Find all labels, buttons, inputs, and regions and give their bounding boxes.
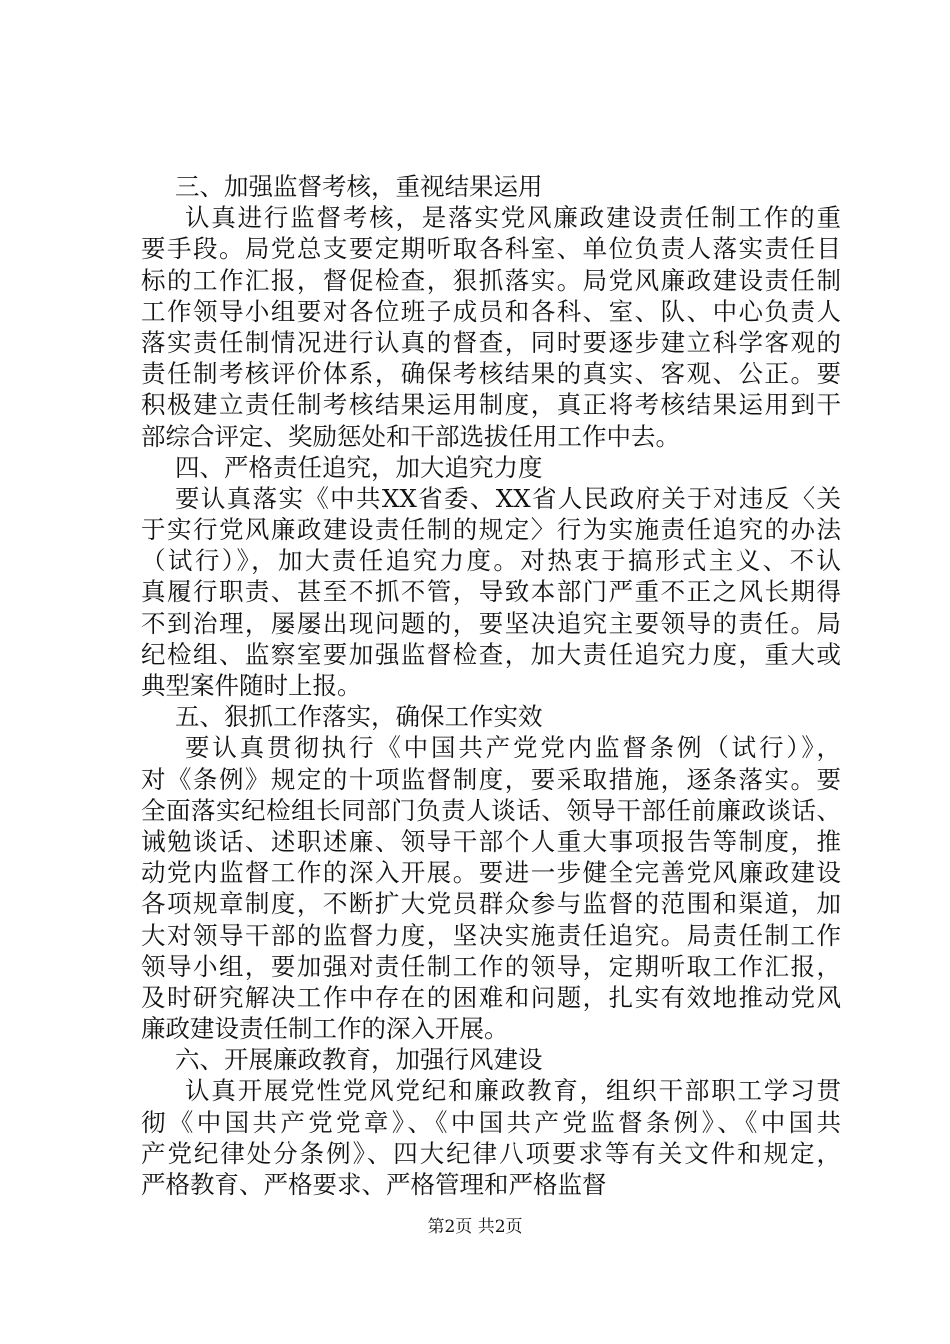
- paragraph-line: （试行）》，加大责任追究力度。对热衷于搞形式主义、不认: [141, 546, 841, 576]
- paragraph-line: 动党内监督工作的深入开展。要进一步健全完善党风廉政建设: [141, 858, 841, 888]
- paragraph-line: 诫勉谈话、述职述廉、领导干部个人重大事项报告等制度，推: [141, 826, 841, 856]
- paragraph-line: 及时研究解决工作中存在的困难和问题，扎实有效地推动党风: [141, 982, 841, 1012]
- paragraph-line: 标的工作汇报，督促检查，狠抓落实。局党风廉政建设责任制: [141, 265, 841, 295]
- paragraph-line: 各项规章制度，不断扩大党员群众参与监督的范围和渠道，加: [141, 889, 841, 919]
- paragraph-line: 严格教育、严格要求、严格管理和严格监督: [141, 1170, 607, 1199]
- paragraph-line: 认真进行监督考核，是落实党风廉政建设责任制工作的重: [185, 203, 841, 233]
- paragraph-line: 要手段。局党总支要定期听取各科室、单位负责人落实责任目: [141, 234, 841, 264]
- paragraph-line: 产党纪律处分条例》、四大纪律八项要求等有关文件和规定，: [141, 1138, 841, 1168]
- paragraph-line: 纪检组、监察室要加强监督检查，加大责任追究力度，重大或: [141, 639, 841, 669]
- section-heading: 四、严格责任追究，加大追究力度: [175, 452, 543, 482]
- paragraph-line: 典型案件随时上报。: [141, 671, 362, 700]
- paragraph-line: 大对领导干部的监督力度，坚决实施责任追究。局责任制工作: [141, 920, 841, 950]
- paragraph-line: 部综合评定、奖励惩处和干部选拔任用工作中去。: [141, 421, 680, 451]
- paragraph-line: 领导小组，要加强对责任制工作的领导，定期听取工作汇报，: [141, 951, 841, 981]
- paragraph-line: 不到治理，屡屡出现问题的，要坚决追究主要领导的责任。局: [141, 608, 841, 638]
- paragraph-line: 对《条例》规定的十项监督制度，要采取措施，逐条落实。要: [141, 764, 841, 794]
- paragraph-line: 工作领导小组要对各位班子成员和各科、室、队、中心负责人: [141, 296, 841, 326]
- section-heading: 六、开展廉政教育，加强行风建设: [175, 1045, 543, 1075]
- paragraph-line: 廉政建设责任制工作的深入开展。: [141, 1014, 509, 1044]
- page-footer: 第2页 共2页: [427, 1217, 523, 1237]
- paragraph-line: 真履行职责、甚至不抓不管，导致本部门严重不正之风长期得: [141, 577, 841, 607]
- paragraph-line: 全面落实纪检组长同部门负责人谈话、领导干部任前廉政谈话、: [141, 795, 841, 825]
- paragraph-line: 责任制考核评价体系，确保考核结果的真实、客观、公正。要: [141, 359, 841, 389]
- paragraph-line: 要认真贯彻执行《中国共产党党内监督条例（试行）》，: [185, 733, 841, 763]
- paragraph-line: 积极建立责任制考核结果运用制度，真正将考核结果运用到干: [141, 390, 841, 420]
- section-heading: 三、加强监督考核，重视结果运用: [175, 172, 543, 201]
- paragraph-line: 认真开展党性党风党纪和廉政教育，组织干部职工学习贯: [185, 1076, 841, 1106]
- paragraph-line: 落实责任制情况进行认真的督查，同时要逐步建立科学客观的: [141, 327, 841, 357]
- paragraph-line: 要认真落实《中共XX省委、XX省人民政府关于对违反〈关: [175, 483, 841, 513]
- paragraph-line: 于实行党风廉政建设责任制的规定〉行为实施责任追究的办法: [141, 515, 841, 545]
- section-heading: 五、狠抓工作落实，确保工作实效: [175, 702, 543, 732]
- document-body: [141, 171, 841, 1200]
- paragraph-line: 彻《中国共产党党章》、《中国共产党监督条例》、《中国共: [141, 1107, 841, 1137]
